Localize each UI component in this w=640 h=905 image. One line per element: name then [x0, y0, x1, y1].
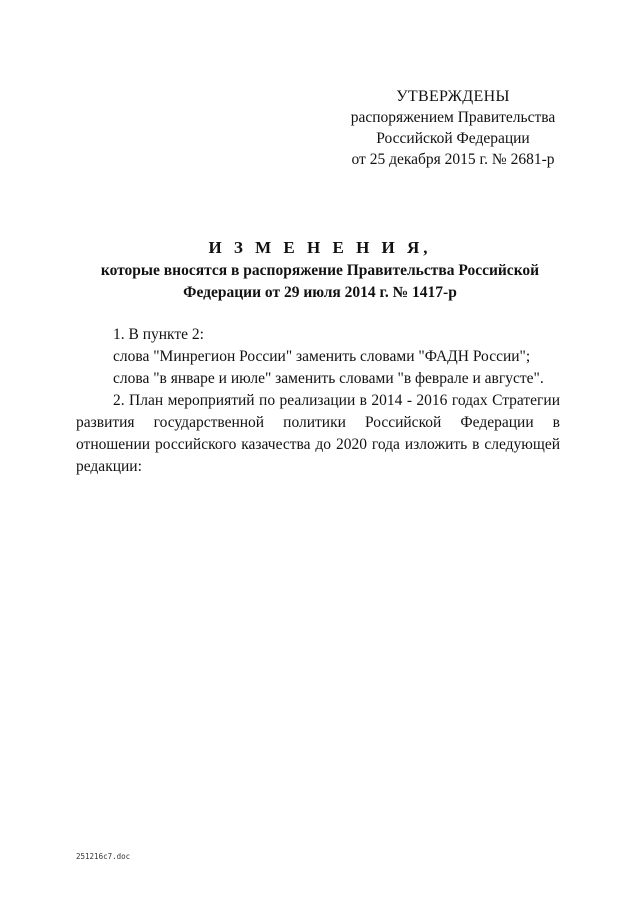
- paragraph-item-1-b: слова "в январе и июле" заменить словами "в феврале и августе".: [113, 370, 544, 387]
- title-subtitle-line-2: Федерации от 29 июля 2014 г. № 1417-р: [183, 284, 457, 301]
- paragraph-item-1: 1. В пункте 2:: [113, 326, 204, 343]
- paragraph-item-1-a: слова "Минрегион России" заменить словами "ФАДН России";: [113, 348, 531, 365]
- approval-block: [340, 86, 566, 170]
- title-subtitle-line-1: которые вносятся в распоряжение Правительства Российской: [100, 262, 540, 279]
- document-body: [76, 324, 560, 478]
- paragraph-item-2: 2. План мероприятий по реализации в 2014 - 2016 годах Стратегии развития государственной политики Российской Федерации в отношении российского казачества до 2020 года изложить в следующей редакции:: [76, 392, 560, 475]
- approval-line-2: Российской Федерации: [376, 130, 530, 147]
- approval-line-3: от 25 декабря 2015 г. № 2681-р: [351, 151, 555, 168]
- approval-heading: УТВЕРЖДЕНЫ: [396, 88, 510, 105]
- approval-line-1: распоряжением Правительства: [350, 109, 556, 126]
- file-code-footer: 251216c7.doc: [76, 852, 131, 861]
- document-title: [60, 236, 580, 304]
- title-main: И З М Е Н Е Н И Я,: [208, 238, 432, 257]
